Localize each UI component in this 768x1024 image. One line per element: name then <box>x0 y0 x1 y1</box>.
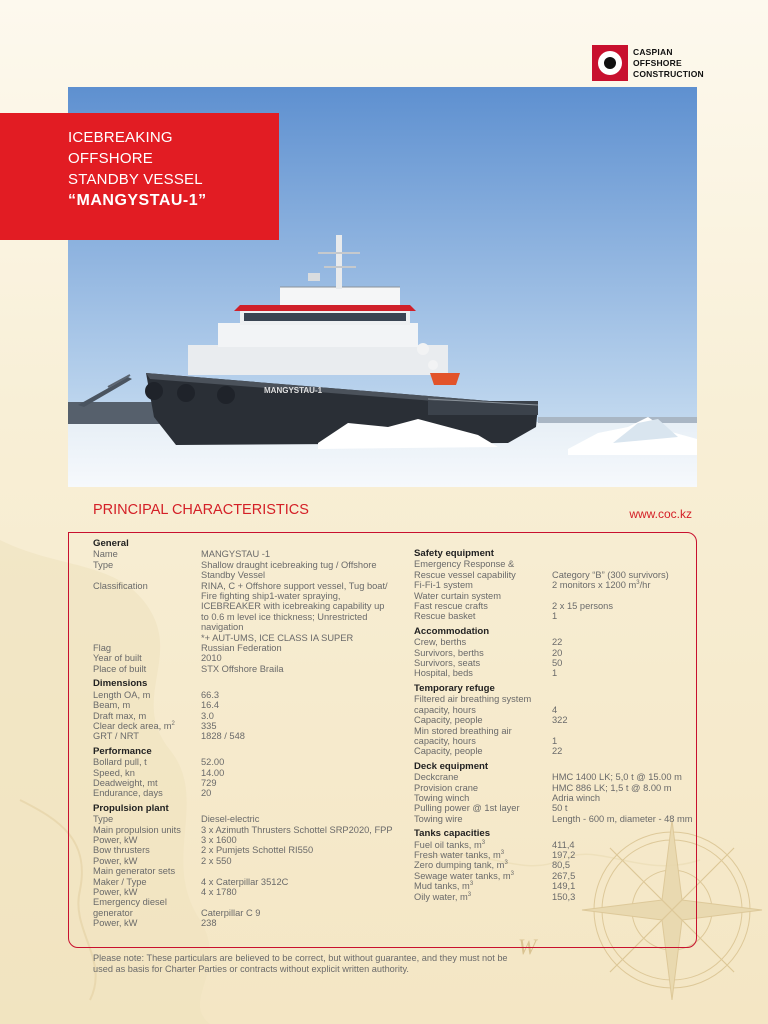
title-line-1: ICEBREAKING <box>68 129 173 146</box>
spec-row <box>93 757 393 767</box>
spec-row <box>414 559 699 569</box>
spec-key: Type <box>93 814 114 825</box>
propulsion-heading: Propulsion plant <box>93 802 169 814</box>
spec-key: Rescue basket <box>414 611 476 622</box>
spec-row <box>93 835 393 845</box>
spec-row <box>414 694 699 704</box>
spec-row <box>93 918 393 928</box>
spec-value <box>201 581 393 643</box>
spec-key <box>414 892 552 902</box>
spec-key-text: Fresh water tanks, m <box>414 849 501 860</box>
spec-row <box>93 856 393 866</box>
left-column <box>93 539 393 929</box>
spec-value: Caterpillar C 9 <box>201 907 261 918</box>
spec-row <box>93 731 393 741</box>
unit-superscript: 3 <box>481 839 486 846</box>
spec-row <box>93 581 393 643</box>
unit-superscript: 3 <box>467 891 472 898</box>
logo-line-3: CONSTRUCTION <box>633 68 704 79</box>
spec-key: Capacity, people <box>414 746 483 757</box>
spec-key: Survivors, seats <box>414 658 481 669</box>
spec-key: Main propulsion units <box>93 824 181 835</box>
spec-value: HMC 1400 LK; 5,0 t @ 15.00 m <box>552 772 682 783</box>
spec-key: Provision crane <box>414 782 479 793</box>
unit-superscript: 3 <box>500 849 505 856</box>
title-line-3: STANDBY VESSEL <box>68 171 203 188</box>
spec-key: Fi-Fi-1 system <box>414 580 473 591</box>
spec-row <box>414 591 699 601</box>
title-line-2: OFFSHORE <box>68 150 153 167</box>
spec-row <box>414 668 699 678</box>
spec-key: Main generator sets <box>93 866 176 877</box>
spec-row <box>93 690 393 700</box>
website-link[interactable]: www.coc.kz <box>629 507 692 521</box>
spec-key: Min stored breathing air <box>414 725 512 736</box>
spec-value: 4 <box>552 704 558 715</box>
spec-row <box>414 570 699 580</box>
spec-key: Place of built <box>93 663 147 674</box>
spec-row <box>414 601 699 611</box>
spec-key: Year of built <box>93 653 142 664</box>
classification-notation: *+ AUT-UMS, ICE CLASS IA SUPER <box>201 632 354 643</box>
spec-value: Category “B” (300 survivors) <box>552 569 669 580</box>
spec-key: GRT / NRT <box>93 731 139 742</box>
spec-key: Survivors, berths <box>414 647 484 658</box>
spec-key: Pulling power @ 1st layer <box>414 803 520 814</box>
spec-row <box>414 793 699 803</box>
spec-value: 4 x 1780 <box>201 887 237 897</box>
spec-value: 322 <box>552 715 568 726</box>
compass-letter-w: W <box>518 934 537 959</box>
logo-mark-icon <box>592 45 628 81</box>
spec-row <box>93 887 393 897</box>
spec-row <box>93 788 393 798</box>
spec-value: 20 <box>201 788 212 799</box>
spec-key-text: Oily water, m <box>414 891 468 902</box>
spec-key: Endurance, days <box>93 788 163 799</box>
spec-row <box>93 866 393 876</box>
spec-value: Adria winch <box>552 792 601 803</box>
spec-key: Bow thrusters <box>93 845 150 856</box>
spec-row <box>414 611 699 621</box>
spec-row <box>93 897 393 907</box>
spec-key: capacity, hours <box>414 735 476 746</box>
spec-row <box>93 664 393 674</box>
spec-value: HMC 886 LK; 1,5 t @ 8.00 m <box>552 782 672 793</box>
logo-text <box>633 47 704 80</box>
spec-key <box>414 871 552 881</box>
unit-superscript: 3 <box>504 860 508 867</box>
spec-value: STX Offshore Braila <box>201 663 284 674</box>
spec-key <box>414 860 552 870</box>
spec-key: Deckcrane <box>414 772 459 783</box>
spec-value: Diesel-electric <box>201 814 260 825</box>
refuge-heading: Temporary refuge <box>414 682 495 694</box>
title-vessel-name: “MANGYSTAU-1” <box>68 192 207 209</box>
spec-key: Emergency Response & <box>414 559 515 570</box>
spec-value: 1 <box>552 668 558 679</box>
spec-key <box>414 881 552 891</box>
spec-row <box>93 643 393 653</box>
company-logo <box>592 45 704 81</box>
spec-value: 14.00 <box>201 767 225 778</box>
spec-key: generator <box>93 907 133 918</box>
spec-row <box>414 736 699 746</box>
spec-key: Towing winch <box>414 792 470 803</box>
unit-superscript: 3 <box>636 580 640 587</box>
spec-row <box>414 658 699 668</box>
spec-row <box>414 803 699 813</box>
spec-value: 2 x Pumjets Schottel RI550 <box>201 845 314 856</box>
spec-value: 3 x 1600 <box>201 834 237 845</box>
spec-key <box>414 850 552 860</box>
characteristics-panel <box>68 532 697 948</box>
spec-value: 50 <box>552 658 563 669</box>
spec-value: 66.3 <box>201 689 220 700</box>
right-column <box>414 549 699 902</box>
spec-value: 52.00 <box>201 757 225 768</box>
spec-value: 2 x 550 <box>201 855 232 866</box>
spec-key <box>93 721 201 731</box>
spec-value: 20 <box>552 647 563 658</box>
spec-row <box>414 705 699 715</box>
dimensions-heading: Dimensions <box>93 678 148 690</box>
vessel-title-banner <box>0 113 279 240</box>
spec-key: Draft max, m <box>93 710 147 721</box>
spec-value: 4 x Caterpillar 3512C <box>201 876 289 887</box>
spec-key: Speed, kn <box>93 767 135 778</box>
spec-value: MANGYSTAU -1 <box>201 549 271 560</box>
spec-row <box>93 814 393 824</box>
unit-superscript: 3 <box>510 870 514 877</box>
spec-key: Bollard pull, t <box>93 757 147 768</box>
spec-key: Beam, m <box>93 700 131 711</box>
spec-value: 1 <box>552 735 558 746</box>
spec-key: Power, kW <box>93 887 138 897</box>
unit-superscript: 2 <box>171 720 175 727</box>
spec-row <box>93 768 393 778</box>
spec-key-text: Sewage water tanks, m <box>414 870 511 881</box>
spec-value: 3.0 <box>201 710 214 721</box>
spec-key: Deadweight, mt <box>93 777 158 788</box>
accommodation-heading: Accommodation <box>414 625 490 637</box>
hull-name-text: MANGYSTAU-1 <box>264 386 323 395</box>
spec-row <box>414 871 699 881</box>
spec-row <box>93 845 393 855</box>
spec-value: 149,1 <box>552 881 576 892</box>
spec-key: Crew, berths <box>414 637 467 648</box>
unit-text: /hr <box>639 580 651 591</box>
spec-row <box>93 549 393 559</box>
spec-key-text: Clear deck area, m <box>93 720 172 731</box>
spec-value: 1828 / 548 <box>201 731 245 742</box>
spec-row <box>414 746 699 756</box>
spec-row <box>414 840 699 850</box>
spec-key: Fast rescue crafts <box>414 601 488 612</box>
spec-key: Capacity, people <box>414 715 483 726</box>
tanks-heading: Tanks capacities <box>414 828 491 840</box>
spec-value: 80,5 <box>552 860 571 871</box>
spec-key: capacity, hours <box>414 704 476 715</box>
spec-key: Hospital, beds <box>414 668 473 679</box>
general-heading: General <box>93 538 129 549</box>
spec-value: Length - 600 m, diameter - 48 mm <box>552 813 693 824</box>
spec-row <box>93 711 393 721</box>
spec-key: Maker / Type <box>93 876 147 887</box>
spec-value: 197,2 <box>552 849 576 860</box>
spec-value: 150,3 <box>552 891 576 902</box>
spec-value: 22 <box>552 746 563 757</box>
spec-row <box>93 825 393 835</box>
spec-row <box>414 648 699 658</box>
spec-key: Name <box>93 549 118 560</box>
spec-key: Power, kW <box>93 918 138 929</box>
spec-key-text: Fuel oil tanks, m <box>414 839 482 850</box>
spec-value: 2010 <box>201 653 222 664</box>
spec-value: Shallow draught icebreaking tug / Offshore Standby Vessel <box>201 559 377 581</box>
spec-value <box>552 580 699 590</box>
spec-key: Emergency diesel <box>93 897 167 908</box>
spec-row <box>93 653 393 663</box>
spec-key: Water curtain system <box>414 590 501 601</box>
spec-row <box>414 881 699 891</box>
spec-value: 16.4 <box>201 700 220 711</box>
spec-key: Filtered air breathing system <box>414 694 532 705</box>
spec-value: 238 <box>201 918 217 929</box>
spec-value: 729 <box>201 777 217 788</box>
spec-value: 267,5 <box>552 870 576 881</box>
spec-row <box>93 721 393 731</box>
spec-row <box>93 908 393 918</box>
spec-value-text: 2 monitors x 1200 m <box>552 580 637 591</box>
spec-value: 50 t <box>552 803 568 814</box>
safety-heading: Safety equipment <box>414 548 494 559</box>
unit-superscript: 3 <box>469 881 474 888</box>
logo-line-2: OFFSHORE <box>633 57 682 68</box>
spec-row <box>414 814 699 824</box>
spec-key: Classification <box>93 580 148 591</box>
spec-value: 335 <box>201 720 217 731</box>
spec-value: 22 <box>552 637 563 648</box>
spec-row <box>93 778 393 788</box>
spec-key-text: Mud tanks, m <box>414 881 470 892</box>
spec-row <box>93 560 393 581</box>
spec-key: Towing wire <box>414 813 463 824</box>
spec-key: Length OA, m <box>93 689 151 700</box>
spec-key: Power, kW <box>93 834 138 845</box>
spec-row <box>414 637 699 647</box>
section-title: PRINCIPAL CHARACTERISTICS <box>93 502 309 518</box>
spec-value: Russian Federation <box>201 643 282 654</box>
spec-row <box>414 772 699 782</box>
deck-heading: Deck equipment <box>414 760 489 772</box>
spec-key: Rescue vessel capability <box>414 569 516 580</box>
spec-key: Power, kW <box>93 855 138 866</box>
spec-value: 2 x 15 persons <box>552 601 613 612</box>
spec-row <box>414 892 699 902</box>
spec-key <box>414 840 552 850</box>
spec-row <box>414 726 699 736</box>
spec-row <box>93 700 393 710</box>
spec-key: Type <box>93 559 114 570</box>
spec-row <box>414 715 699 725</box>
spec-value: 1 <box>552 611 558 622</box>
spec-row <box>414 850 699 860</box>
spec-row <box>93 877 393 887</box>
spec-row <box>414 783 699 793</box>
spec-key-text: Zero dumping tank, m <box>414 860 505 871</box>
spec-row <box>414 860 699 870</box>
logo-line-1: CASPIAN <box>633 46 673 57</box>
spec-value: 3 x Azimuth Thrusters Schottel SRP2020, FPP <box>201 824 393 835</box>
spec-key: Flag <box>93 643 112 654</box>
spec-value: 411,4 <box>552 839 575 850</box>
classification-text: RINA, C + Offshore support vessel, Tug boat/ Fire fighting ship1-water spraying, ICEBREAKER with icebreaking capability up to 0.6 m level ice thickness; Unrestricted navigation <box>201 580 388 633</box>
spec-row <box>414 580 699 590</box>
performance-heading: Performance <box>93 745 152 757</box>
disclaimer-note: Please note: These particulars are believed to be correct, but without guarantee, and they must not be used as basis for Charter Parties or contracts without explicit written authority. <box>93 953 508 974</box>
